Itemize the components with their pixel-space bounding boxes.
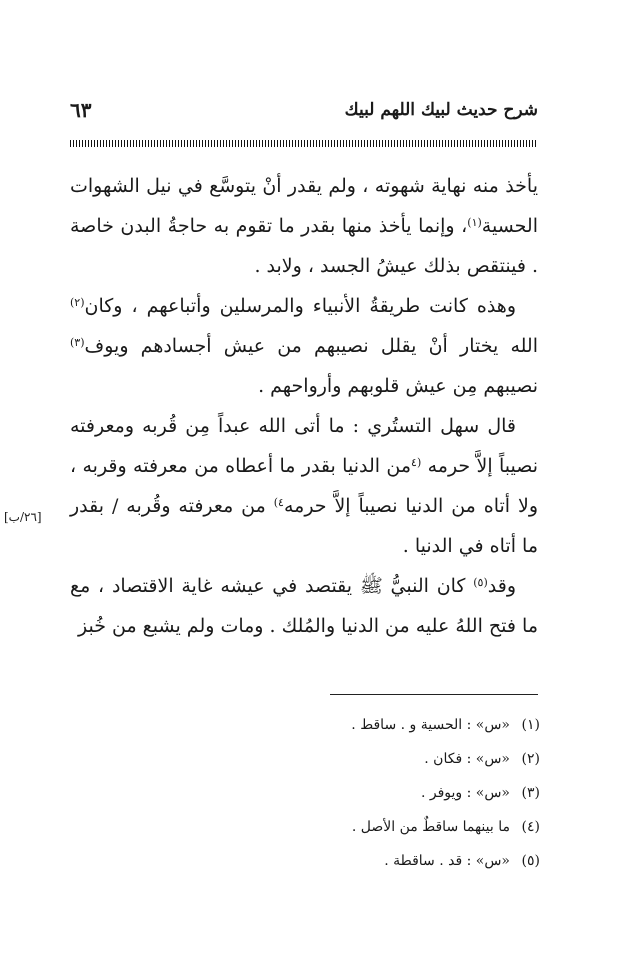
footnote-text: «س» : فكان .: [424, 751, 510, 767]
text-segment: نصيبهم مِن عيش قلوبهم وأرواحهم .: [258, 375, 538, 397]
footnote-number: (٥): [521, 853, 540, 869]
footnote-text: «س» : قد . ساقطة .: [384, 853, 510, 869]
footnote: [70, 810, 540, 844]
text-segment: من معرفته وقُربه / بقدر ما أتاه في الدنيا .: [70, 495, 538, 557]
footnote-marker: (٢): [70, 296, 85, 309]
footnote-text: «س» : الحسية و . ساقط .: [351, 717, 510, 733]
page-number: ٦٣: [70, 98, 92, 122]
footnote-text: ما بينهما ساقطٌ من الأصل .: [351, 819, 510, 835]
text-segment: كان النبيُّ ﷺ يقتصد في عيشه غاية الاقتصاد ، مع ما فتح اللهُ عليه من الدنيا والمُلك . ومات ولم يشبع من خُبز: [70, 575, 538, 637]
footnote: [70, 708, 540, 742]
header-divider: [70, 140, 538, 147]
page-header: [70, 100, 538, 128]
text-segment: من الدنيا بقدر ما أعطاه من معرفته وقربه ، ولا أتاه من الدنيا نصيباً إلاَّ حرمه: [70, 455, 538, 517]
paragraph: [70, 286, 538, 406]
text-segment: وهذه كانت طريقةُ الأنبياء والمرسلين وأتباعهم ، وكان: [84, 295, 516, 317]
margin-folio-note: [٢٦/ب]: [4, 510, 42, 524]
main-text: [70, 166, 538, 646]
text-segment: ، وإنما يأخذ منها بقدر ما تقوم به حاجةُ البدن خاصة . فينتقص بذلك عيشُ الجسد ، ولابد .: [70, 215, 538, 277]
footnote-text: «س» : ويوفر .: [420, 785, 510, 801]
footnote-marker: ٤): [273, 496, 284, 509]
footnote-number: (٤): [521, 819, 540, 835]
footnote-marker: (٥): [473, 576, 488, 589]
footnote-number: (٢): [521, 751, 540, 767]
footnote-marker: (٣): [70, 336, 85, 349]
paragraph: [70, 406, 538, 566]
footnote-marker: (١): [467, 216, 482, 229]
text-segment: يأخذ منه نهاية شهوته ، ولم يقدر أنْ يتوسَّع في نيل الشهوات الحسية: [70, 175, 538, 237]
footnote: [70, 844, 540, 878]
footnote-number: (١): [521, 717, 540, 733]
text-segment: قال سهل التستُري : ما أتى الله عبداً مِن قُربه ومعرفته نصيباً إلاَّ حرمه: [70, 415, 538, 477]
footnote: [70, 742, 540, 776]
text-segment: وقد: [487, 575, 516, 597]
paragraph: [70, 166, 538, 286]
footnote: [70, 776, 540, 810]
footnotes: [70, 708, 540, 878]
paragraph: [70, 566, 538, 646]
footnote-number: (٣): [521, 785, 540, 801]
footnote-marker: (٤: [411, 456, 422, 469]
running-title: شرح حديث لبيك اللهم لبيك: [344, 100, 538, 120]
footnote-divider: [330, 694, 538, 695]
text-segment: الله يختار أنْ يقلل نصيبهم من عيش أجسادهم ويوف: [84, 335, 538, 357]
